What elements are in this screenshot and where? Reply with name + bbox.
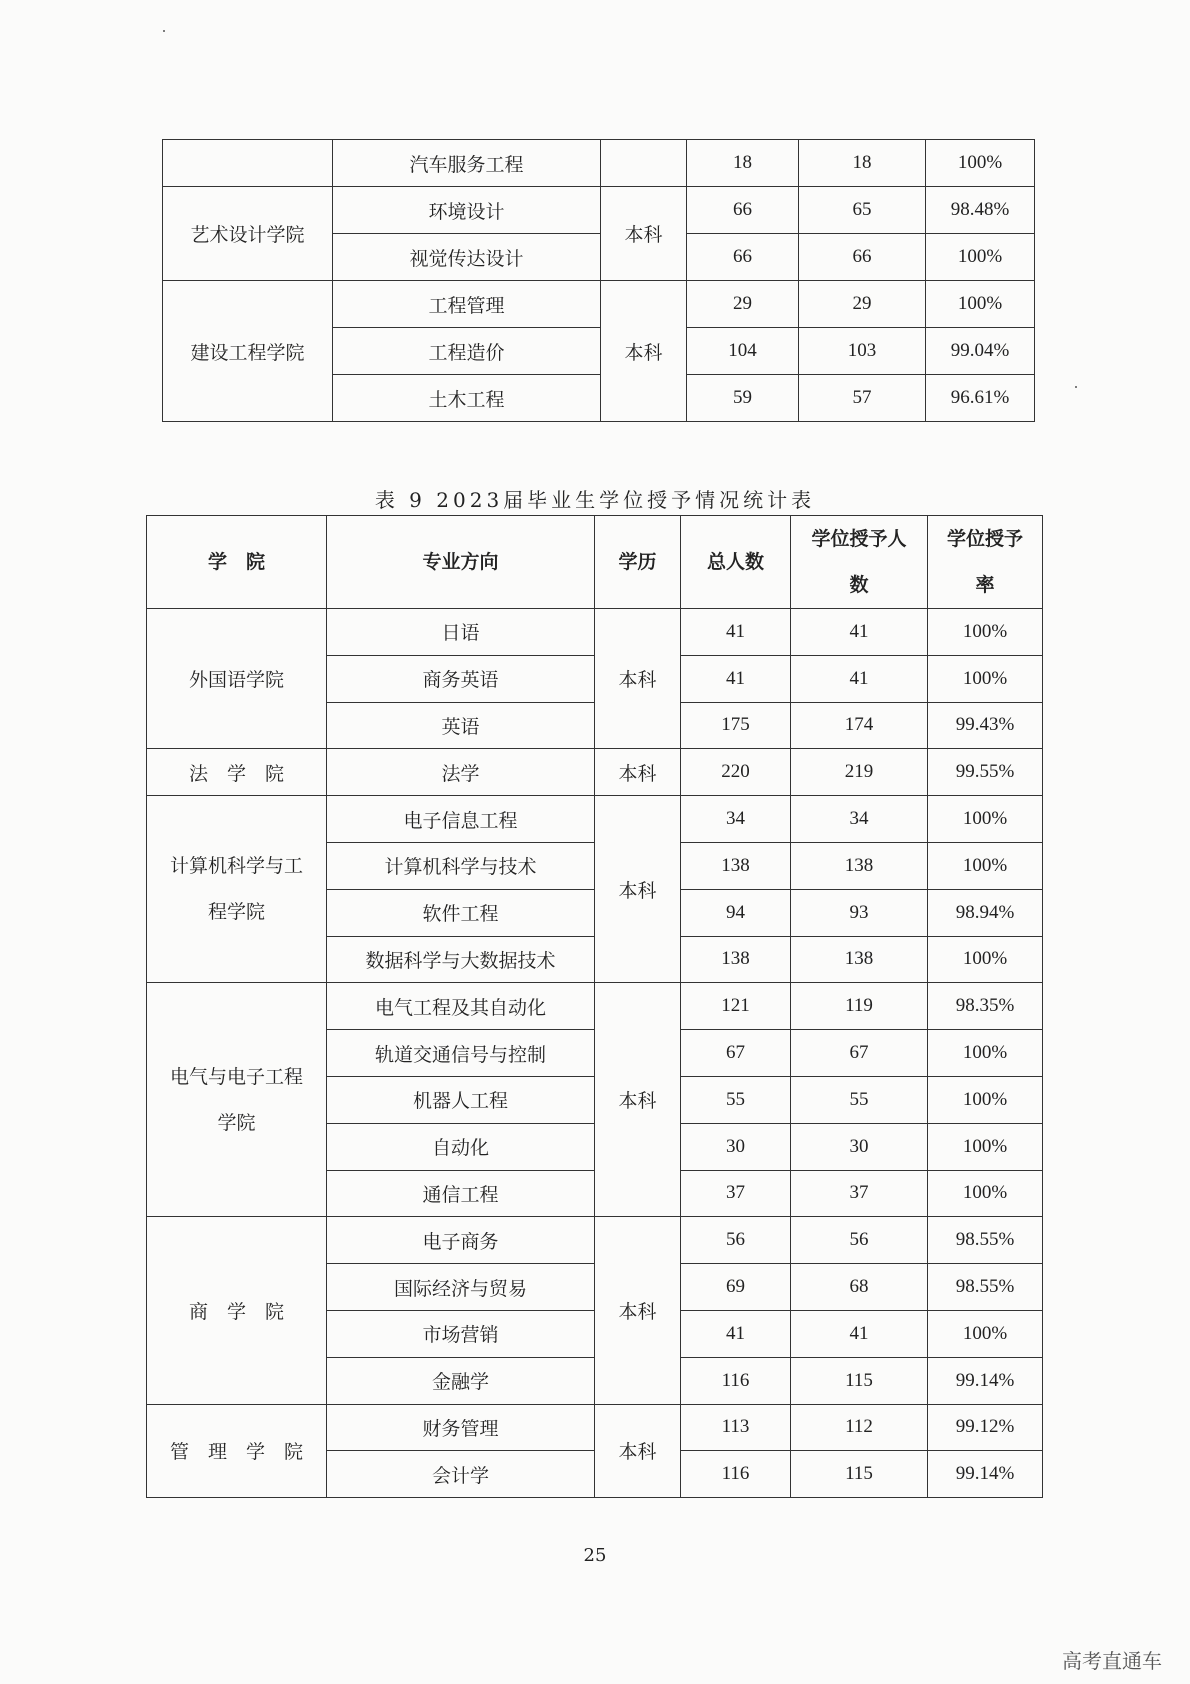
degree-cell: 本科 [595, 796, 681, 983]
total-cell: 37 [681, 1170, 791, 1217]
awarded-cell: 41 [791, 609, 928, 656]
rate-cell: 99.43% [928, 702, 1043, 749]
rate-cell: 98.35% [928, 983, 1043, 1030]
major-cell: 机器人工程 [327, 1076, 595, 1123]
total-cell: 113 [681, 1404, 791, 1451]
major-cell: 日语 [327, 609, 595, 656]
rate-cell: 100% [926, 281, 1035, 328]
header-awarded-line1: 学位授予人 [811, 528, 907, 550]
rate-cell: 98.94% [928, 889, 1043, 936]
rate-cell: 100% [928, 842, 1043, 889]
header-degree: 学历 [595, 516, 681, 609]
college-cell: 建设工程学院 [163, 281, 333, 422]
rate-cell: 100% [926, 140, 1035, 187]
total-cell: 94 [681, 889, 791, 936]
awarded-cell: 115 [791, 1357, 928, 1404]
header-rate [928, 516, 1043, 609]
major-cell: 法学 [327, 749, 595, 796]
total-cell: 175 [681, 702, 791, 749]
degree-cell [601, 140, 687, 187]
header-total: 总人数 [681, 516, 791, 609]
table-caption: 表 9 2023届毕业生学位授予情况统计表 [374, 488, 816, 512]
major-cell: 电气工程及其自动化 [327, 983, 595, 1030]
header-major: 专业方向 [327, 516, 595, 609]
college-cell: 艺术设计学院 [163, 187, 333, 281]
rate-cell: 99.55% [928, 749, 1043, 796]
rate-cell: 100% [928, 1030, 1043, 1077]
total-cell: 69 [681, 1264, 791, 1311]
college-cell: 外国语学院 [147, 609, 327, 749]
major-cell: 金融学 [327, 1357, 595, 1404]
awarded-cell: 174 [791, 702, 928, 749]
header-row [147, 516, 1043, 609]
total-cell: 116 [681, 1451, 791, 1498]
scan-speck [1075, 386, 1077, 388]
table-row [163, 281, 1035, 328]
rate-cell: 100% [928, 655, 1043, 702]
header-rate-line2: 率 [975, 574, 995, 596]
rate-cell: 100% [926, 234, 1035, 281]
major-cell: 商务英语 [327, 655, 595, 702]
rate-cell: 98.55% [928, 1217, 1043, 1264]
total-cell: 41 [681, 655, 791, 702]
major-cell: 国际经济与贸易 [327, 1264, 595, 1311]
major-cell: 通信工程 [327, 1170, 595, 1217]
awarded-cell: 66 [799, 234, 926, 281]
table-row [147, 1404, 1043, 1451]
rate-cell: 100% [928, 936, 1043, 983]
rate-cell: 98.55% [928, 1264, 1043, 1311]
total-cell: 41 [681, 1310, 791, 1357]
table-row [163, 140, 1035, 187]
awarded-cell: 18 [799, 140, 926, 187]
rate-cell: 100% [928, 1310, 1043, 1357]
rate-cell: 99.04% [926, 328, 1035, 375]
table-row [147, 796, 1043, 843]
college-line1: 计算机科学与工 [169, 855, 303, 878]
table-row [147, 609, 1043, 656]
degree-cell: 本科 [595, 1404, 681, 1498]
major-cell: 视觉传达设计 [333, 234, 601, 281]
table-row [147, 749, 1043, 796]
total-cell: 34 [681, 796, 791, 843]
awarded-cell: 115 [791, 1451, 928, 1498]
rate-cell: 100% [928, 796, 1043, 843]
awarded-cell: 219 [791, 749, 928, 796]
degree-statistics-table [146, 515, 1043, 1498]
awarded-cell: 68 [791, 1264, 928, 1311]
rate-cell: 99.14% [928, 1357, 1043, 1404]
awarded-cell: 65 [799, 187, 926, 234]
degree-cell: 本科 [601, 281, 687, 422]
major-cell: 轨道交通信号与控制 [327, 1030, 595, 1077]
total-cell: 104 [687, 328, 799, 375]
header-college: 学 院 [147, 516, 327, 609]
total-cell: 116 [681, 1357, 791, 1404]
rate-cell: 99.14% [928, 1451, 1043, 1498]
rate-cell: 100% [928, 1123, 1043, 1170]
table-row [163, 187, 1035, 234]
college-cell [147, 983, 327, 1217]
awarded-cell: 37 [791, 1170, 928, 1217]
total-cell: 66 [687, 187, 799, 234]
total-cell: 121 [681, 983, 791, 1030]
total-cell: 56 [681, 1217, 791, 1264]
awarded-cell: 41 [791, 1310, 928, 1357]
major-cell: 汽车服务工程 [333, 140, 601, 187]
major-cell: 计算机科学与技术 [327, 842, 595, 889]
major-cell: 软件工程 [327, 889, 595, 936]
total-cell: 138 [681, 936, 791, 983]
major-cell: 自动化 [327, 1123, 595, 1170]
major-cell: 英语 [327, 702, 595, 749]
major-cell: 环境设计 [333, 187, 601, 234]
awarded-cell: 30 [791, 1123, 928, 1170]
college-cell [163, 140, 333, 187]
continued-table [162, 139, 1035, 422]
header-rate-line1: 学位授予 [946, 528, 1023, 550]
awarded-cell: 41 [791, 655, 928, 702]
major-cell: 工程管理 [333, 281, 601, 328]
awarded-cell: 93 [791, 889, 928, 936]
degree-cell: 本科 [595, 609, 681, 749]
awarded-cell: 138 [791, 842, 928, 889]
degree-cell: 本科 [595, 983, 681, 1217]
awarded-cell: 55 [791, 1076, 928, 1123]
college-line2: 程学院 [207, 901, 265, 924]
rate-cell: 96.61% [926, 375, 1035, 422]
major-cell: 电子商务 [327, 1217, 595, 1264]
degree-cell: 本科 [601, 187, 687, 281]
rate-cell: 100% [928, 609, 1043, 656]
awarded-cell: 34 [791, 796, 928, 843]
rate-cell: 100% [928, 1170, 1043, 1217]
major-cell: 电子信息工程 [327, 796, 595, 843]
awarded-cell: 29 [799, 281, 926, 328]
total-cell: 30 [681, 1123, 791, 1170]
degree-cell: 本科 [595, 749, 681, 796]
major-cell: 财务管理 [327, 1404, 595, 1451]
college-cell: 管 理 学 院 [147, 1404, 327, 1498]
total-cell: 138 [681, 842, 791, 889]
rate-cell: 99.12% [928, 1404, 1043, 1451]
total-cell: 67 [681, 1030, 791, 1077]
college-cell: 法 学 院 [147, 749, 327, 796]
degree-cell: 本科 [595, 1217, 681, 1404]
total-cell: 220 [681, 749, 791, 796]
major-cell: 市场营销 [327, 1310, 595, 1357]
table-row [147, 983, 1043, 1030]
awarded-cell: 56 [791, 1217, 928, 1264]
college-cell [147, 796, 327, 983]
header-awarded [791, 516, 928, 609]
rate-cell: 98.48% [926, 187, 1035, 234]
header-awarded-line2: 数 [849, 574, 869, 596]
awarded-cell: 119 [791, 983, 928, 1030]
total-cell: 29 [687, 281, 799, 328]
total-cell: 66 [687, 234, 799, 281]
total-cell: 41 [681, 609, 791, 656]
awarded-cell: 103 [799, 328, 926, 375]
awarded-cell: 57 [799, 375, 926, 422]
total-cell: 18 [687, 140, 799, 187]
rate-cell: 100% [928, 1076, 1043, 1123]
college-cell: 商 学 院 [147, 1217, 327, 1404]
total-cell: 59 [687, 375, 799, 422]
major-cell: 土木工程 [333, 375, 601, 422]
major-cell: 会计学 [327, 1451, 595, 1498]
major-cell: 工程造价 [333, 328, 601, 375]
total-cell: 55 [681, 1076, 791, 1123]
awarded-cell: 138 [791, 936, 928, 983]
watermark: 高考直通车 [1062, 1649, 1162, 1673]
page-number: 25 [583, 1545, 607, 1566]
awarded-cell: 67 [791, 1030, 928, 1077]
college-line1: 电气与电子工程 [169, 1065, 303, 1088]
major-cell: 数据科学与大数据技术 [327, 936, 595, 983]
table-row [147, 1217, 1043, 1264]
college-line2: 学院 [217, 1111, 256, 1134]
scan-speck [163, 30, 165, 32]
awarded-cell: 112 [791, 1404, 928, 1451]
